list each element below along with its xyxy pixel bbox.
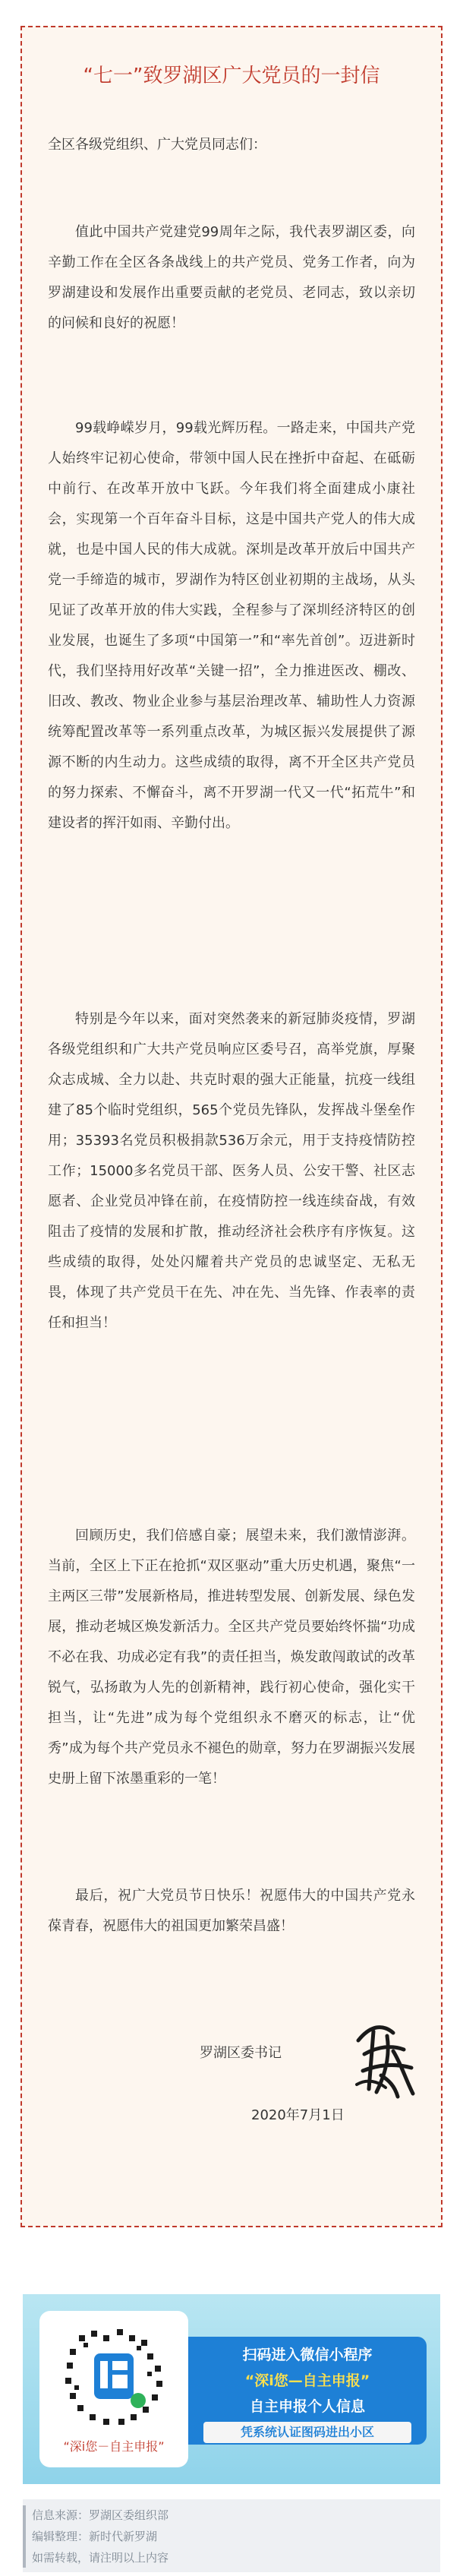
footer-accent-bar bbox=[23, 2505, 26, 2568]
info-line-declare: 自主申报个人信息 bbox=[249, 2398, 365, 2415]
footer-credits bbox=[23, 2499, 440, 2572]
mini-program-info bbox=[188, 2337, 427, 2445]
footer-editor: 编辑整理：新时代新罗湖 bbox=[32, 2530, 158, 2543]
footer-source: 信息来源：罗湖区委组织部 bbox=[32, 2508, 169, 2522]
letter-signer: 罗湖区委书记 bbox=[200, 2045, 282, 2061]
letter-paragraph: 回顾历史，我们倍感自豪；展望未来，我们激情澎湃。当前，全区上下正在抢抓“双区驱动”重大历史机遇，聚焦“一主两区三带”发展新格局，推进转型发展、创新发展、绿色发展，推动老城区焕发新活力。全区共产党员要始终怀揣“功成不必在我、功成必定有我”的责任担当，焕发敢闯敢试的改革锐气，弘扬敢为人先的创新精神，践行初心使命，强化实干担当，让“先进”成为每个党组织永不磨灭的标志，让“优秀”成为每个共产党员永不褪色的勋章，努力在罗湖振兴发展史册上留下浓墨重彩的一笔！ bbox=[48, 1528, 415, 1787]
letter-paragraph: 99载峥嵘岁月，99载光辉历程。一路走来，中国共产党人始终牢记初心使命，带领中国人民在挫折中奋起、在砥砺中前行、在改革开放中飞跃。今年我们将全面建成小康社会，实现第一个百年奋斗目标，这是中国共产党人的伟大成就，也是中国人民的伟大成就。深圳是改革开放后中国共产党一手缔造的城市，罗湖作为特区创业初期的主战场，从头见证了改革开放的伟大实践，全程参与了深圳经济特区的创业发展，也诞生了多项“中国第一”和“率先首创”。迈进新时代，我们坚持用好改革“关键一招”，全力推进医改、棚改、旧改、教改、物业企业参与基层治理改革、辅助性人力资源统筹配置改革等一系列重点改革，为城区振兴发展提供了源源不断的内生动力。这些成绩的取得，离不开全区共产党员的努力探索、不懈奋斗，离不开罗湖一代又一代“拓荒牛”和建设者的挥汗如雨、辛勤付出。 bbox=[48, 420, 415, 831]
letter-body bbox=[48, 27, 415, 2226]
info-bar-text: 凭系统认证图码进出小区 bbox=[240, 2425, 374, 2439]
letter-date: 2020年7月1日 bbox=[251, 2107, 345, 2123]
info-line-program-name: “深i您—自主申报” bbox=[244, 2372, 370, 2389]
signature-image bbox=[348, 2018, 417, 2101]
qr-banner bbox=[23, 2294, 440, 2484]
letter-paragraph: 特别是今年以来，面对突然袭来的新冠肺炎疫情，罗湖各级党组织和广大共产党员响应区委号召，高举党旗，厚聚众志成城、全力以赴、共克时艰的强大正能量，抗疫一线组建了85个临时党组织，565个党员先锋队，发挥战斗堡垒作用；35393名党员积极捐款536万余元，用于支持疫情防控工作；15000多名党员干部、医务人员、公安干警、社区志愿者、企业党员冲锋在前，在疫情防控一线连续奋战，有效阻击了疫情的发展和扩散，推动经济社会秩序有序恢复。这些成绩的取得，处处闪耀着共产党员的忠诚坚定、无私无畏，体现了共产党员干在先、冲在先、当先锋、作表率的责任和担当！ bbox=[48, 1011, 415, 1331]
qr-caption: “深i您－自主申报” bbox=[63, 2439, 165, 2454]
letter-paragraph: 最后，祝广大党员节日快乐！祝愿伟大的中国共产党永葆青春，祝愿伟大的祖国更加繁荣昌盛！ bbox=[48, 1888, 415, 1934]
letter-title: “七一”致罗湖区广大党员的一封信 bbox=[83, 65, 380, 87]
footer-note: 如需转载，请注明以上内容 bbox=[32, 2551, 169, 2565]
letter-paragraph: 值此中国共产党建党99周年之际，我代表罗湖区委，向辛勤工作在全区各条战线上的共产党员、党务工作者，向为罗湖建设和发展作出重要贡献的老党员、老同志，致以亲切的问候和良好的祝愿！ bbox=[48, 224, 415, 331]
qr-code-icon[interactable] bbox=[56, 2318, 172, 2434]
info-line-scan: 扫码进入微信小程序 bbox=[242, 2347, 373, 2363]
letter-salutation: 全区各级党组织、广大党员同志们： bbox=[48, 137, 266, 153]
info-bar bbox=[203, 2422, 411, 2443]
letter-frame bbox=[20, 26, 443, 2227]
qr-card bbox=[39, 2311, 188, 2467]
